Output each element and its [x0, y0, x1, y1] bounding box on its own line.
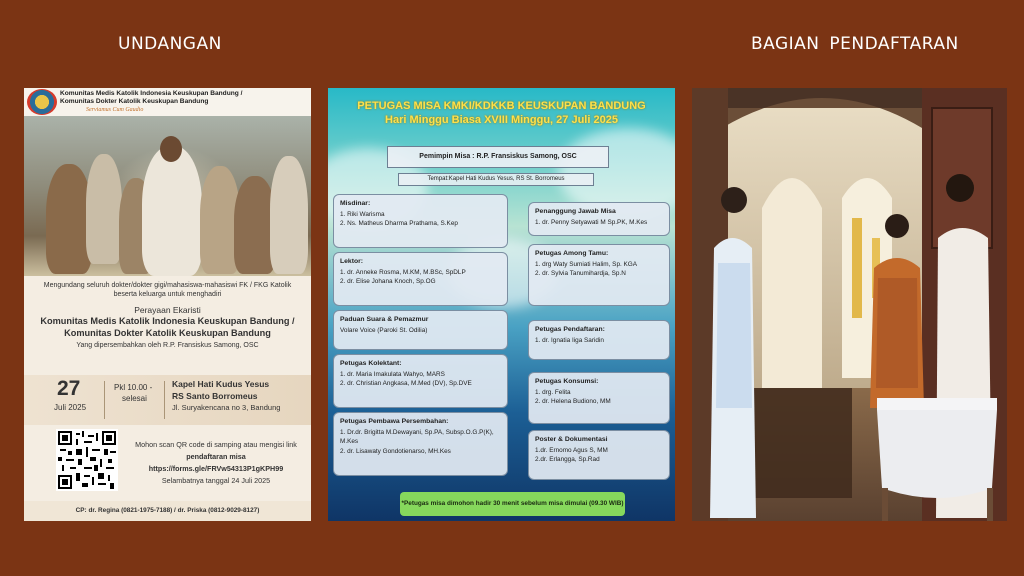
- left-box-2: [333, 310, 508, 350]
- box-line: 1. dr. Anneke Rosma, M.KM, M.BSc, SpDLP: [340, 269, 466, 276]
- org-name-line2: Komunitas Dokter Katolik Keuskupan Bandung: [60, 98, 209, 105]
- heading-invitation: UNDANGAN: [118, 34, 222, 54]
- box-line: 1. dr. Penny Setyawati M Sp.PK, M.Kes: [535, 219, 648, 226]
- date-month: Juli 2025: [54, 403, 87, 412]
- arrival-note: *Petugas misa dimohon hadir 30 menit sebelum misa dimulai (09.30 WIB): [400, 492, 625, 516]
- qr-code-icon[interactable]: [56, 429, 118, 491]
- registration-link[interactable]: https://forms.gle/FRVw54313P1gKPH99: [148, 464, 284, 473]
- left-box-4: [333, 412, 508, 476]
- box-line: 1. Riki Warisma: [340, 211, 385, 218]
- box-title: Lektor:: [340, 258, 364, 265]
- divider: [104, 381, 105, 419]
- box-title: Petugas Pendaftaran:: [535, 326, 605, 333]
- box-line: 1. drg Waty Sumiati Halim, Sp. KGA: [535, 261, 638, 268]
- invitation-poster: [24, 88, 311, 521]
- box-line: 1. Dr.dr. Brigitta M.Dewayani, Sp.PA, Subsp.O.G.P(K), M.Kes: [340, 429, 494, 446]
- box-line: 1. drg. Felita: [535, 389, 571, 396]
- box-title: Petugas Among Tamu:: [535, 250, 609, 257]
- invite-line1: Mengundang seluruh dokter/dokter gigi/mahasiswa-mahasiswi FK / FKG Katolik: [43, 282, 292, 289]
- event-org2: Komunitas Dokter Katolik Keuskupan Bandung: [64, 327, 271, 338]
- jesus-painting-image: [24, 116, 311, 276]
- officers-subtitle: Hari Minggu Biasa XVIII Minggu, 27 Juli 2025: [385, 114, 618, 126]
- box-line: 2. dr. Elise Johana Knoch, Sp.OG: [340, 278, 436, 286]
- box-title: Petugas Pembawa Persembahan:: [340, 418, 449, 425]
- deadline: Selambatnya tanggal 24 Juli 2025: [161, 476, 271, 485]
- mass-place: Tempat:Kapel Hati Kudus Yesus, RS St. Borromeus: [398, 173, 594, 186]
- motto: Serviamus Cum Gaudio: [86, 107, 144, 113]
- place-line3: Jl. Suryakencana no 3, Bandung: [172, 403, 281, 412]
- registration-text: [128, 440, 304, 488]
- celebrant: Yang dipersembahkan oleh R.P. Fransiskus Samong, OSC: [76, 342, 259, 350]
- right-box-3: [528, 372, 670, 424]
- box-title: Poster & Dokumentasi: [535, 436, 608, 443]
- box-line: 2. dr. Christian Angkasa, M.Med (DV), Sp.DVE: [340, 380, 472, 388]
- event-org1: Komunitas Medis Katolik Indonesia Keuskupan Bandung /: [40, 316, 295, 326]
- date-day: 27: [57, 377, 81, 400]
- date-place-band: [24, 375, 311, 425]
- invite-line2: beserta keluarga untuk menghadiri: [113, 291, 222, 298]
- place-line1: Kapel Hati Kudus Yesus: [172, 379, 270, 389]
- box-title: Paduan Suara & Pemazmur: [340, 316, 429, 323]
- box-title: Petugas Kolektant:: [340, 360, 402, 367]
- time-line2: selesai: [122, 394, 147, 403]
- place-line2: RS Santo Borromeus: [172, 391, 258, 401]
- right-box-4: [528, 430, 670, 480]
- box-line: 2. Ns. Matheus Dharma Prathama, S.Kep: [340, 220, 458, 228]
- left-box-1: [333, 252, 508, 306]
- left-box-3: [333, 354, 508, 408]
- qr-text1: Mohon scan QR code di samping atau mengisi link: [135, 440, 297, 449]
- right-box-0: [528, 202, 670, 236]
- box-line: 2. dr. Helena Budiono, MM: [535, 398, 611, 406]
- mass-officers-poster: [328, 88, 675, 521]
- community-logo-icon: [27, 89, 57, 115]
- heading-registration: BAGIAN PENDAFTARAN: [751, 34, 959, 54]
- qr-text2: pendaftaran misa: [186, 452, 246, 461]
- event-name: Perayaan Ekaristi: [134, 305, 201, 315]
- right-box-1: [528, 244, 670, 306]
- left-box-0: [333, 194, 508, 248]
- divider: [164, 381, 165, 419]
- box-title: Penanggung Jawab Misa: [535, 208, 616, 215]
- box-line: 2.dr. Erlangga, Sp.Rad: [535, 456, 600, 464]
- mass-leader: Pemimpin Misa : R.P. Fransiskus Samong, OSC: [387, 146, 609, 168]
- officers-title: PETUGAS MISA KMKI/KDKKB KEUSKUPAN BANDUNG: [357, 100, 646, 112]
- contact-person: CP: dr. Regina (0821-1975-7188) / dr. Priska (0812-9029-8127): [24, 501, 311, 521]
- right-box-2: [528, 320, 670, 360]
- box-line: 1.dr. Ernomo Agus S, MM: [535, 447, 608, 454]
- registration-photo: [692, 88, 1007, 521]
- box-line: 1. dr. Maria Imakulata Wahyo, MARS: [340, 371, 445, 378]
- time-line1: Pkl 10.00 -: [114, 383, 153, 392]
- box-line: Volare Voice (Paroki St. Odilia): [340, 327, 428, 334]
- box-title: Petugas Konsumsi:: [535, 378, 599, 385]
- box-line: 2. dr. Sylvia Tanumihardja, Sp.N: [535, 270, 626, 278]
- box-line: 1. dr. Ignatia Iiga Saridin: [535, 337, 604, 344]
- org-name-line1: Komunitas Medis Katolik Indonesia Keuskupan Bandung /: [60, 90, 243, 97]
- poster-header: [24, 88, 311, 116]
- box-title: Misdinar:: [340, 200, 371, 207]
- box-line: 2. dr. Lisawaty Gondotienarso, MH.Kes: [340, 447, 451, 455]
